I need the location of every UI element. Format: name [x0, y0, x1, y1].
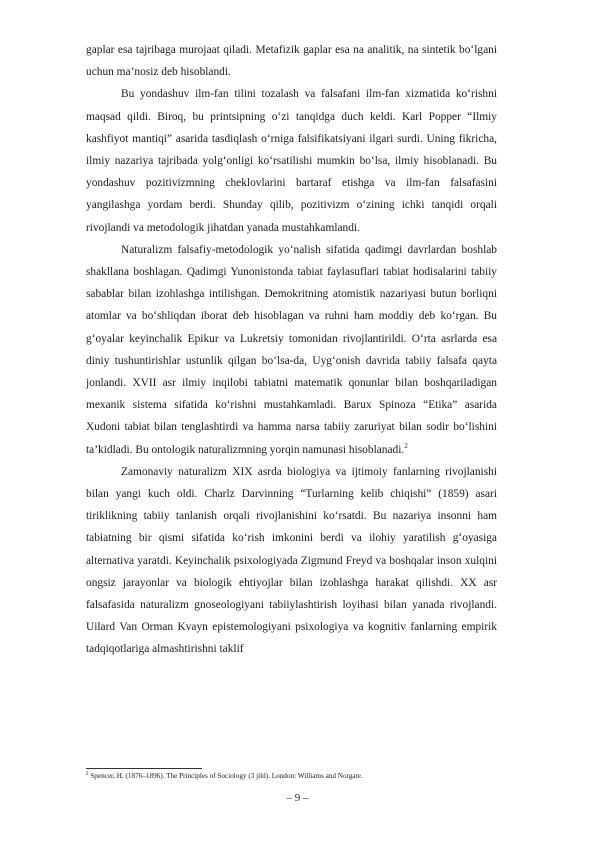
paragraph-1 — [86, 39, 497, 83]
footnote-mark: 2 — [86, 772, 89, 777]
paragraph-3 — [86, 239, 497, 461]
paragraph-4-text: Zamonaviy naturalizm XIX asrda biologiya va ijtimoiy fanlarning rivojlanishi bilan yangi kuch oldi. Charlz Darvinning “Turlarning kelib chiqishi” (1859) asari tiriklikning tabiiy tanlanish orqali rivojlanishini ko‘rsatdi. Bu nazariya insonni ham tabiatning bir qismi sifatida ko‘rish imkonini berdi va ilohiy yaratilish g‘oyasiga alternativa yaratdi. Keyinchalik psixologiyada Zigmund Freyd va boshqalar inson xulqini ongsiz jarayonlar va biologik ehtiyojlar bilan izohlashga harakat qilishdi. XX asr falsafasida naturalizm gnoseologiyani tabiiylashtirish loyihasi bilan yanada rivojlandi. Uilard Van Orman Kvayn epistemologiyani psixologiya va kognitiv fanlarning empirik tadqiqotlariga almashtirishni taklif — [86, 465, 497, 656]
paragraph-2-text: Bu yondashuv ilm-fan tilini tozalash va falsafani ilm-fan xizmatida ko‘rishni maqsad qildi. Biroq, bu printsipning o‘zi tanqidga duch keldi. Karl Popper “Ilmiy kashfiyot mantiqi” asarida tasdiqlash o‘rniga falsifikatsiyani ilgari surdi. Uning fikricha, ilmiy nazariya tajribada yolg‘onligi ko‘rsatilishi mumkin bo‘lsa, ilmiy hisoblanadi. Bu yondashuv pozitivizmning cheklovlarini bartaraf etishga va ilm-fan falsafasini yangilashga yordam berdi. Shunday qilib, pozitivizm o‘zining ichki tanqidi orqali rivojlandi va metodologik jihatdan yanada mustahkamlandi. — [86, 88, 497, 234]
paragraph-4 — [86, 461, 497, 661]
footnote-reference[interactable]: 2 — [404, 441, 408, 450]
footnote-text: Spencer, H. (1876–1896). The Principles of Sociology (3 jild). London: Williams and Norgate. — [90, 772, 363, 780]
page-number: – 9 – — [286, 792, 309, 804]
page-body — [86, 39, 497, 661]
footnote — [86, 771, 497, 781]
paragraph-3-text: Naturalizm falsafiy-metodologik yo‘nalish sifatida qadimgi davrlardan boshlab shakllana boshlagan. Qadimgi Yunonistonda tabiat faylasuflari tabiat hodisalarini tabiiy sabablar bilan izohlashga intilishgan. Demokritning atomistik nazariyasi butun borliqni atomlar va bo‘shliqdan iborat deb hisoblagan va ruhni ham moddiy deb ko‘rgan. Bu g‘oyalar keyinchalik Epikur va Lukretsiy tomonidan rivojlantirildi. O‘rta asrlarda esa diniy tushuntirishlar ustunlik qilgan bo‘lsa-da, Uyg‘onish davrida tabiiy falsafa qayta jonlandi. XVII asr ilmiy inqilobi tabiatni matematik qonunlar bilan boshqariladigan mexanik sistema sifatida ko‘rishni mustahkamladi. Barux Spinoza “Etika” asarida Xudoni tabiat bilan tenglashtirdi va hamma narsa tabiiy zaruriyat bilan sodir bo‘lishini ta’kidladi. Bu ontologik naturalizmning yorqin namunasi hisoblanadi. — [86, 243, 497, 456]
footnote-divider — [86, 768, 202, 769]
paragraph-2 — [86, 83, 497, 238]
paragraph-1-text: gaplar esa tajribaga murojaat qiladi. Metafizik gaplar esa na analitik, na sintetik bo‘lgani uchun ma’nosiz deb hisoblandi. — [86, 44, 497, 79]
